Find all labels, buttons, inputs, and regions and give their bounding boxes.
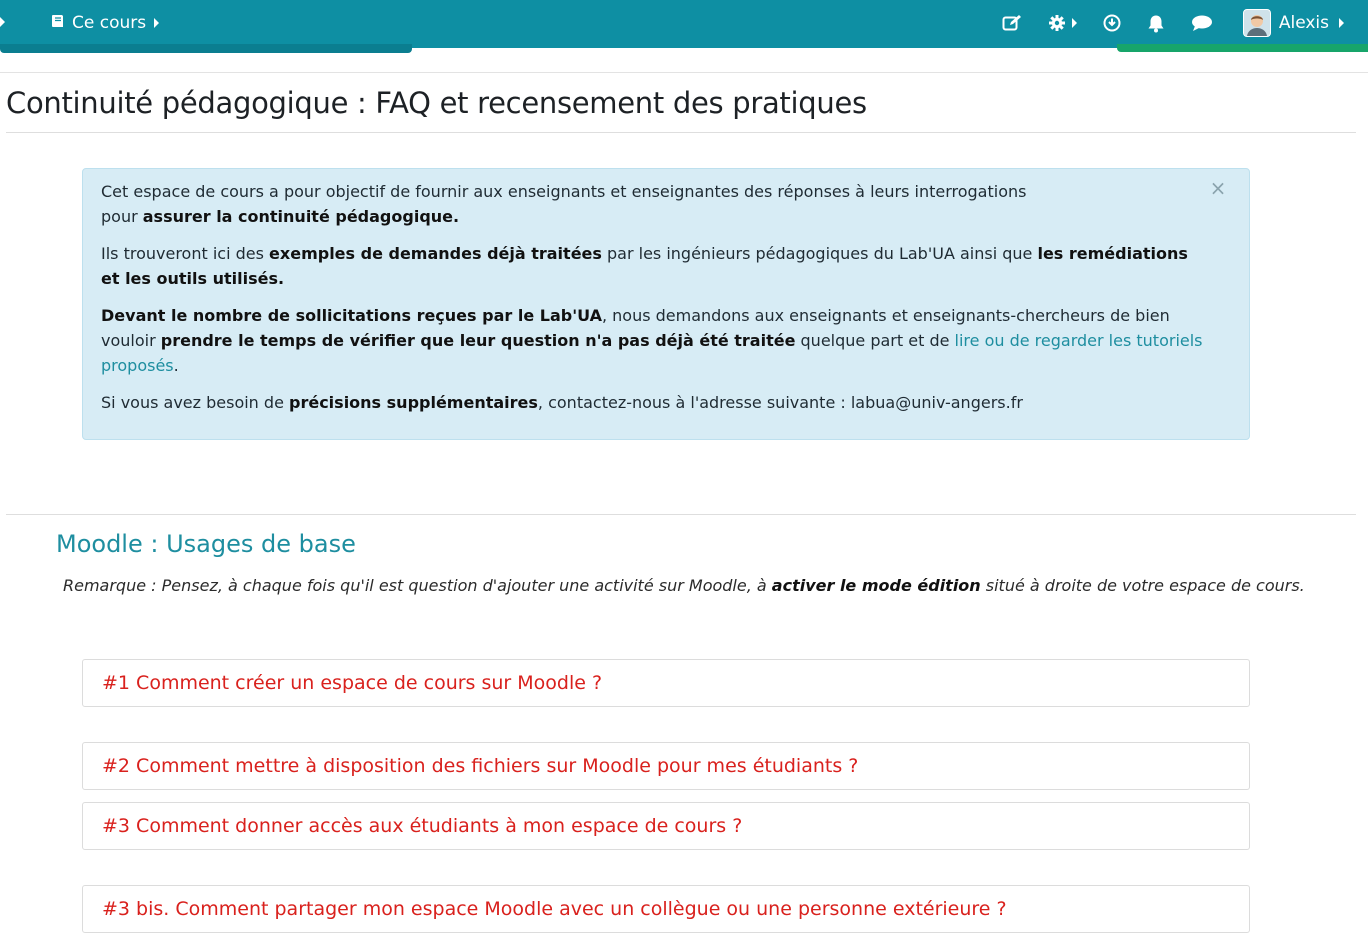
navbar-tab-shelf [0, 44, 412, 53]
alert-bold-text: précisions supplémentaires [289, 393, 538, 412]
alert-text: , nous demandons aux enseignants et enseignants-chercheurs de bien vouloir [101, 306, 1170, 350]
alert-paragraph-1 [101, 179, 1205, 229]
drawer-toggle-caret-icon[interactable] [0, 17, 5, 27]
alert-text: quelque part et de [795, 331, 955, 350]
header-divider [0, 72, 1368, 73]
navbar-right-group [976, 8, 1344, 38]
section-remark [63, 573, 1323, 599]
chat-icon[interactable] [1191, 8, 1213, 38]
faq-item-1[interactable]: #1 Comment créer un espace de cours sur Moodle ? [82, 659, 1250, 707]
remark-bold-text: activer le mode édition [771, 576, 981, 595]
faq-item-3[interactable]: #3 Comment donner accès aux étudiants à mon espace de cours ? [82, 802, 1250, 850]
alert-text: Ils trouveront ici des [101, 244, 270, 263]
alert-bold-text: exemples de demandes déjà traitées [269, 244, 602, 263]
alert-paragraph-2 [101, 241, 1205, 291]
faq-item-3-bis[interactable]: #3 bis. Comment partager mon espace Moodle avec un collègue ou une personne extérieure ? [82, 885, 1250, 933]
alert-bold-text: Devant le nombre de sollicitations reçues par le Lab'UA [101, 306, 602, 325]
faq-item-2[interactable]: #2 Comment mettre à disposition des fichiers sur Moodle pour mes étudiants ? [82, 742, 1250, 790]
edit-icon[interactable] [1002, 8, 1022, 38]
top-navbar [0, 0, 1368, 48]
alert-paragraph-4 [101, 390, 1205, 415]
book-icon [50, 13, 66, 34]
alert-text: par les ingénieurs pédagogiques du Lab'UA ainsi que [601, 244, 1038, 263]
remark-text: Remarque : Pensez, à chaque fois qu'il est question d'ajouter une activité sur Moodle, à [63, 576, 772, 595]
caret-right-icon [154, 18, 159, 28]
alert-paragraph-3 [101, 303, 1205, 378]
navbar-right-shelf [1117, 44, 1368, 52]
download-icon[interactable] [1103, 8, 1121, 38]
section-title: Moodle : Usages de base [56, 530, 356, 558]
gear-icon[interactable] [1048, 8, 1077, 38]
alert-bold-text: assurer la continuité pédagogique. [142, 207, 460, 226]
bell-icon[interactable] [1147, 8, 1165, 38]
alert-text: pour [101, 207, 143, 226]
alert-text: , contactez-nous à l'adresse suivante : labua@univ-angers.fr [537, 393, 1023, 412]
user-menu[interactable] [1243, 9, 1344, 37]
alert-text: . [173, 356, 179, 375]
caret-right-icon [1339, 18, 1344, 28]
tutorials-link[interactable]: lire ou de regarder les tutoriels proposés [101, 331, 1203, 375]
title-divider [6, 132, 1356, 133]
alert-bold-text: les remédiations et les outils utilisés. [101, 244, 1188, 288]
info-alert [82, 168, 1250, 440]
alert-text: Si vous avez besoin de [101, 393, 289, 412]
close-icon[interactable]: × [1209, 176, 1227, 200]
remark-text: situé à droite de votre espace de cours. [980, 576, 1305, 595]
page-title: Continuité pédagogique : FAQ et recensement des pratiques [6, 86, 867, 120]
course-menu[interactable] [50, 11, 159, 35]
user-name: Alexis [1278, 13, 1329, 33]
caret-right-icon [1072, 18, 1077, 28]
avatar [1243, 9, 1271, 37]
section-divider [6, 514, 1356, 515]
alert-bold-text: prendre le temps de vérifier que leur question n'a pas déjà été traitée [160, 331, 796, 350]
alert-text: Cet espace de cours a pour objectif de fournir aux enseignants et enseignantes des réponses à leurs interrogations [101, 182, 1027, 201]
course-menu-label: Ce cours [72, 13, 147, 33]
